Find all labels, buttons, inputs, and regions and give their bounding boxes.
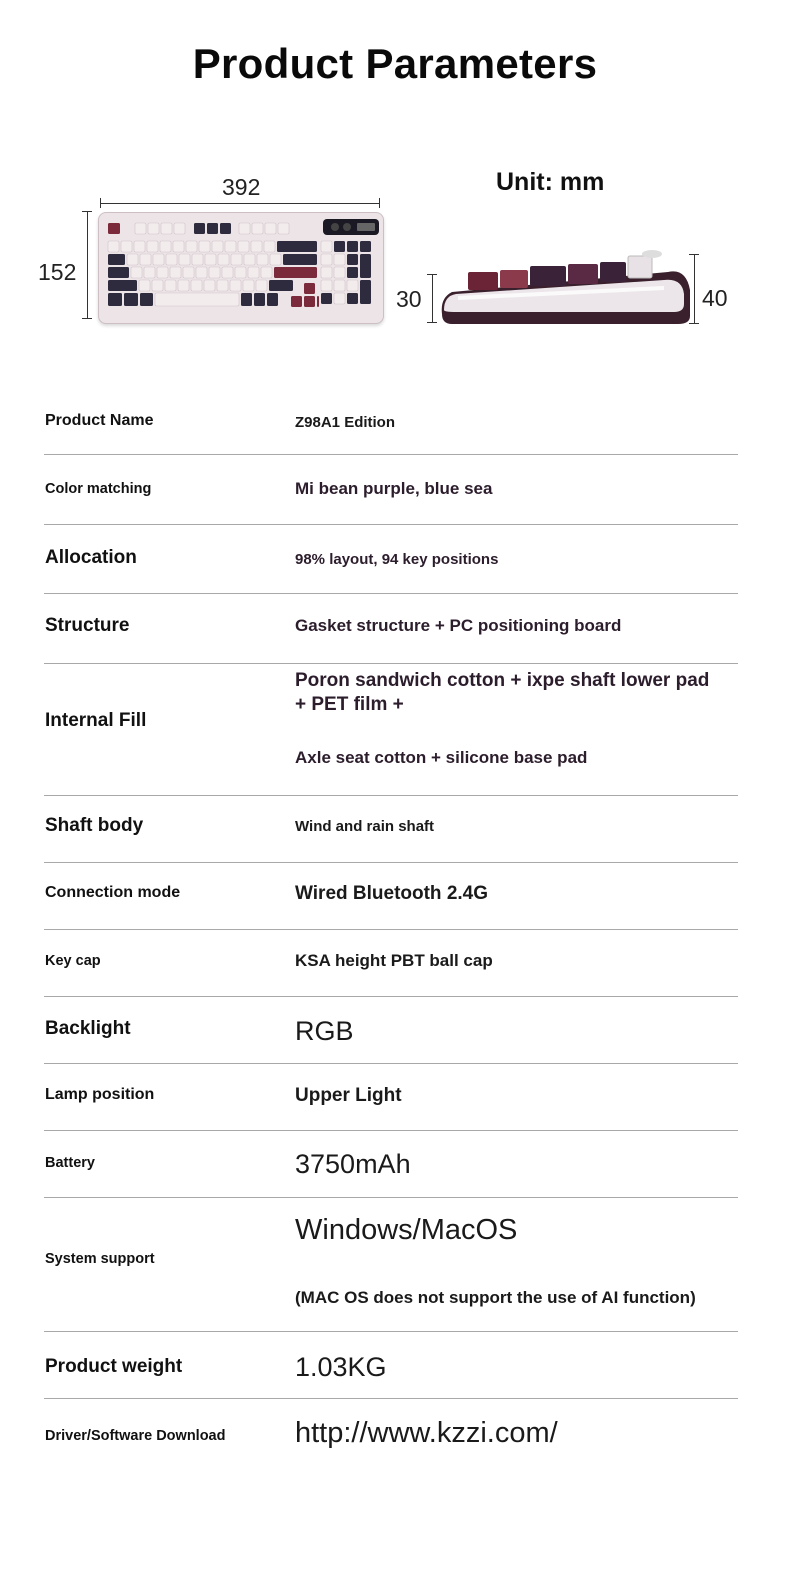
width-tick-right (379, 198, 380, 208)
front-height-label: 30 (396, 286, 422, 312)
param-label: Lamp position (45, 1086, 155, 1103)
front-height-line (432, 274, 433, 323)
table-row (44, 525, 738, 594)
param-label: Product weight (45, 1356, 183, 1377)
param-value: Poron sandwich cotton + ixpe shaft lower pad + PET film + (295, 670, 710, 715)
param-label: Allocation (45, 547, 137, 568)
param-label: Battery (45, 1155, 95, 1171)
param-value: 1.03KG (295, 1352, 387, 1382)
param-value: Upper Light (295, 1085, 402, 1106)
param-value: Wind and rain shaft (295, 818, 435, 835)
param-value-secondary: Axle seat cotton + silicone base pad (295, 748, 588, 767)
param-value: 98% layout, 94 key positions (295, 551, 499, 568)
param-value: RGB (295, 1016, 354, 1046)
param-label: System support (45, 1251, 155, 1267)
table-row (44, 1399, 738, 1479)
param-label: Driver/Software Download (45, 1428, 226, 1444)
keyboard-keys-graphic (99, 213, 385, 325)
width-tick-left (100, 198, 101, 208)
param-value: KSA height PBT ball cap (295, 951, 493, 970)
param-value-secondary: (MAC OS does not support the use of AI function) (295, 1288, 696, 1307)
keyboard-side-view (438, 250, 700, 328)
param-label: Internal Fill (45, 710, 147, 731)
depth-tick-bottom (82, 318, 92, 319)
table-row (44, 664, 738, 796)
table-row (44, 1064, 738, 1131)
param-label: Structure (45, 615, 130, 636)
width-dimension-line (100, 203, 380, 204)
unit-label: Unit: mm (496, 168, 605, 196)
param-value: 3750mAh (295, 1149, 411, 1179)
depth-tick-top (82, 211, 92, 212)
depth-dimension-label: 152 (38, 259, 77, 285)
param-value: Windows/MacOS (295, 1214, 518, 1246)
table-row (44, 455, 738, 525)
width-dimension-label: 392 (222, 174, 261, 200)
param-label: Color matching (45, 481, 152, 497)
params-table (44, 388, 738, 1479)
table-row (44, 1198, 738, 1332)
param-label: Backlight (45, 1018, 131, 1039)
table-row (44, 1332, 738, 1399)
depth-dimension-line (87, 211, 88, 319)
param-value: Z98A1 Edition (295, 414, 396, 431)
param-label: Shaft body (45, 815, 144, 836)
software-download-link[interactable]: http://www.kzzi.com/ (295, 1417, 558, 1449)
param-value: Wired Bluetooth 2.4G (295, 883, 489, 904)
keyboard-top-view (98, 212, 384, 324)
table-row (44, 1131, 738, 1198)
back-height-label: 40 (702, 285, 728, 311)
param-label: Key cap (45, 953, 101, 969)
param-value: Mi bean purple, blue sea (295, 479, 493, 498)
table-row (44, 930, 738, 997)
front-height-tick-top (427, 274, 437, 275)
param-label: Product Name (45, 412, 154, 429)
table-row (44, 997, 738, 1064)
table-row (44, 796, 738, 863)
front-height-tick-bottom (427, 322, 437, 323)
table-row (44, 388, 738, 455)
page-title: Product Parameters (192, 40, 598, 87)
param-label: Connection mode (45, 884, 181, 901)
table-row (44, 863, 738, 930)
param-value: Gasket structure + PC positioning board (295, 616, 622, 635)
table-row (44, 594, 738, 664)
keyboard-side-graphic (438, 250, 700, 328)
